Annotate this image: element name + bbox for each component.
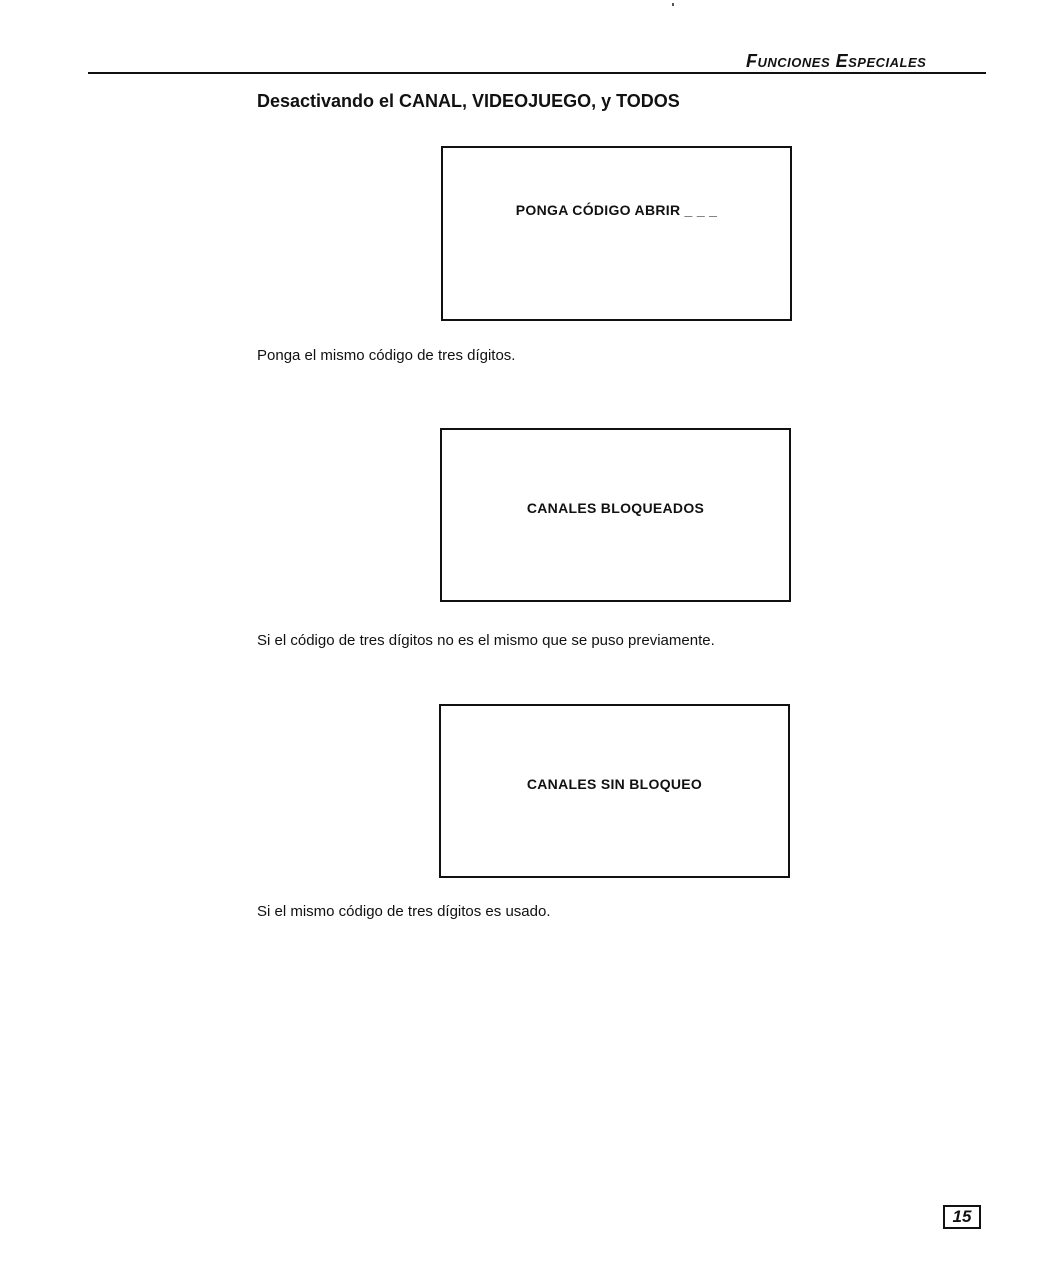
scan-speck <box>672 3 674 6</box>
screen-caption: Ponga el mismo código de tres dígitos. <box>257 347 516 364</box>
tv-screen-enter-code <box>441 146 792 321</box>
screen-message: CANALES SIN BLOQUEO <box>526 776 703 792</box>
screen-caption: Si el código de tres dígitos no es el mismo que se puso previamente. <box>257 632 715 649</box>
page-title: Desactivando el CANAL, VIDEOJUEGO, y TODOS <box>257 91 680 111</box>
tv-screen-channels-locked <box>440 428 791 602</box>
page-number: 15 <box>943 1205 981 1229</box>
screen-message: PONGA CÓDIGO ABRIR _ _ _ <box>515 202 718 218</box>
tv-screen-channels-unlocked <box>439 704 790 878</box>
header-rule <box>88 72 986 74</box>
screen-caption: Si el mismo código de tres dígitos es usado. <box>257 903 551 920</box>
screen-message: CANALES BLOQUEADOS <box>526 500 705 516</box>
section-header: Funciones Especiales <box>746 51 927 71</box>
